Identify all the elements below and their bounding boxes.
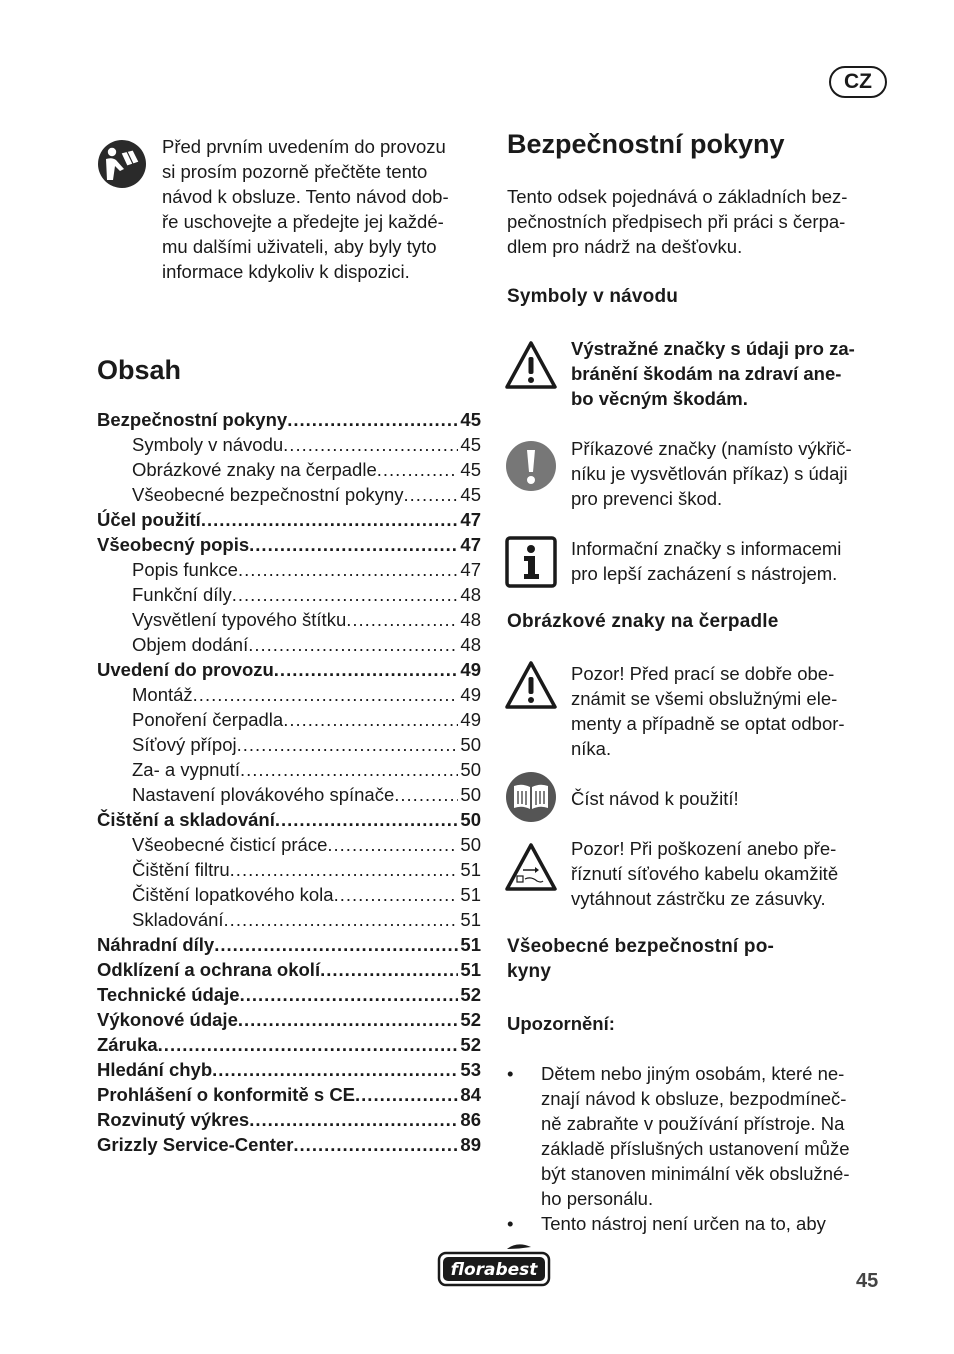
bullet-line: ně zabraňte v používání přístroje. Na (541, 1113, 845, 1134)
toc-entry-page: 49 (460, 659, 481, 680)
toc-entry-page: 50 (460, 759, 481, 780)
toc-entry-label: Všeobecný popis (97, 534, 250, 555)
info-sign-icon (505, 536, 557, 588)
toc-entry-label: Rozvinutý výkres (97, 1109, 250, 1130)
toc-dot-leader (158, 1034, 459, 1056)
intro-line: si prosím pozorně přečtěte tento (162, 161, 428, 182)
toc-entry-label: Symboly v návodu (132, 434, 284, 455)
toc-entry (97, 784, 481, 809)
toc-dot-leader (334, 884, 459, 906)
toc-dot-leader (224, 909, 459, 931)
toc-entry-label: Odklízení a ochrana okolí (97, 959, 321, 980)
toc-entry-label: Skladování (132, 909, 224, 930)
toc-entry-label: Síťový přípoj (132, 734, 237, 755)
section-intro-line: Tento odsek pojednává o základních bez- (507, 186, 848, 207)
toc-entry-page: 47 (460, 559, 481, 580)
toc-entry-page: 50 (460, 834, 481, 855)
toc-dot-leader (232, 584, 459, 606)
toc-entry (97, 684, 481, 709)
toc-dot-leader (238, 559, 458, 581)
read-manual-sign-icon (505, 771, 557, 823)
toc-entry-label: Všeobecné bezpečnostní pokyny (132, 484, 404, 505)
warning-description (571, 336, 891, 411)
toc-entry (97, 534, 481, 559)
toc-entry-page: 51 (460, 959, 481, 980)
toc-entry (97, 859, 481, 884)
general-heading-line: kyny (507, 961, 552, 982)
toc-entry-label: Prohlášení o konformitě s CE (97, 1084, 356, 1105)
info-line: pro lepší zacházení s nástrojem. (571, 563, 838, 584)
command-line: Příkazové značky (namísto výkřič- (571, 438, 852, 459)
toc-entry-label: Záruka (97, 1034, 158, 1055)
toc-dot-leader (274, 659, 459, 681)
toc-dot-leader (377, 459, 459, 481)
command-description (571, 436, 891, 511)
caution-line: menty a případně se optat odbor- (571, 713, 845, 734)
general-heading-line: Všeobecné bezpečnostní po- (507, 936, 775, 957)
toc-dot-leader (394, 784, 458, 806)
warning-triangle-icon (505, 340, 557, 392)
florabest-logo (437, 1243, 551, 1289)
toc-dot-leader (293, 1134, 458, 1156)
toc-entry (97, 1084, 481, 1109)
toc-entry-page: 49 (460, 684, 481, 705)
toc-dot-leader (283, 434, 458, 456)
toc-entry (97, 459, 481, 484)
unplug-cable-warning-icon (505, 842, 557, 894)
toc-entry-page: 47 (460, 534, 481, 555)
toc-entry (97, 984, 481, 1009)
toc-entry-label: Čištění a skladování (97, 809, 275, 830)
toc-entry-page: 45 (460, 459, 481, 480)
toc-entry-label: Všeobecné čisticí práce (132, 834, 328, 855)
toc-entry-label: Vysvětlení typového štítku (132, 609, 347, 630)
toc-entry-page: 48 (460, 584, 481, 605)
toc-entry (97, 609, 481, 634)
toc-entry-page: 53 (460, 1059, 481, 1080)
toc-entry-page: 50 (460, 809, 481, 830)
toc-entry (97, 559, 481, 584)
general-safety-heading (507, 934, 887, 984)
toc-entry-page: 45 (460, 434, 481, 455)
info-description (571, 536, 891, 586)
toc-dot-leader (240, 759, 458, 781)
section-intro-line: pečnostních předpisech při práci s čerpa- (507, 211, 846, 232)
warning-line: bo věcným škodám. (571, 388, 748, 409)
toc-entry-label: Čištění filtru (132, 859, 230, 880)
toc-entry-label: Objem dodání (132, 634, 249, 655)
bullet-mark: • (507, 1213, 514, 1234)
language-badge: CZ (829, 66, 887, 98)
intro-line: mu dalšími uživateli, aby byly tyto (162, 236, 437, 257)
toc-dot-leader (212, 1059, 458, 1081)
toc-entry (97, 409, 481, 434)
toc-entry-label: Technické údaje (97, 984, 240, 1005)
intro-line: Před prvním uvedením do provozu (162, 136, 446, 157)
intro-line: informace kdykoliv k dispozici. (162, 261, 410, 282)
toc-entry (97, 934, 481, 959)
toc-entry (97, 1134, 481, 1159)
read-manual-icon (97, 139, 147, 189)
toc-dot-leader (346, 609, 458, 631)
toc-entry-label: Nastavení plovákového spínače (132, 784, 395, 805)
toc-entry (97, 759, 481, 784)
toc-dot-leader (240, 984, 459, 1006)
toc-dot-leader (249, 534, 458, 556)
info-line: Informační značky s informacemi (571, 538, 842, 559)
command-line: níku je vysvětlován příkaz) s údaji (571, 463, 848, 484)
toc-entry-label: Výkonové údaje (97, 1009, 238, 1030)
toc-dot-leader (283, 709, 458, 731)
toc-dot-leader (230, 859, 459, 881)
toc-entry-label: Uvedení do provozu (97, 659, 274, 680)
toc-dot-leader (287, 409, 458, 431)
bullet-item (507, 1211, 892, 1236)
toc-entry (97, 909, 481, 934)
warning-line: bránění škodám na zdraví ane- (571, 363, 842, 384)
toc-entry-page: 89 (460, 1134, 481, 1155)
toc-entry (97, 809, 481, 834)
toc-entry-page: 51 (460, 909, 481, 930)
cable-line: říznutí síťového kabelu okamžitě (571, 863, 839, 884)
toc-entry-page: 51 (460, 934, 481, 955)
caution-triangle-icon (505, 660, 557, 712)
table-of-contents (97, 409, 481, 1159)
bullet-line: Tento nástroj není určen na to, aby (541, 1213, 826, 1234)
toc-entry (97, 584, 481, 609)
caution-line: známit se všemi obslužnými ele- (571, 688, 838, 709)
cable-warning-description (571, 836, 891, 911)
toc-entry (97, 834, 481, 859)
section-title: Bezpečnostní pokyny (507, 129, 785, 159)
bullet-line: základě příslušných ustanovení může (541, 1138, 850, 1159)
toc-entry-label: Účel použití (97, 509, 201, 530)
intro-line: návod k obsluze. Tento návod dob- (162, 186, 449, 207)
toc-entry-page: 52 (460, 1034, 481, 1055)
toc-dot-leader (237, 734, 459, 756)
caution-line: níka. (571, 738, 612, 759)
toc-dot-leader (193, 684, 459, 706)
toc-entry-label: Náhradní díly (97, 934, 215, 955)
toc-entry-label: Popis funkce (132, 559, 238, 580)
toc-entry-page: 50 (460, 734, 481, 755)
caution-description (571, 661, 891, 761)
toc-dot-leader (275, 809, 459, 831)
bullet-mark: • (507, 1063, 514, 1084)
toc-entry-page: 45 (460, 409, 481, 430)
cable-line: Pozor! Při poškození anebo pře- (571, 838, 837, 859)
toc-entry (97, 1034, 481, 1059)
section-intro-line: dlem pro nádrž na dešťovku. (507, 236, 743, 257)
bullet-item (507, 1061, 892, 1211)
toc-dot-leader (327, 834, 458, 856)
toc-entry (97, 484, 481, 509)
page-number: 45 (856, 1270, 879, 1292)
toc-entry-page: 52 (460, 1009, 481, 1030)
toc-entry-label: Obrázkové znaky na čerpadle (132, 459, 377, 480)
toc-entry-page: 84 (460, 1084, 481, 1105)
toc-entry (97, 1009, 481, 1034)
read-manual-description: Číst návod k použití! (571, 788, 739, 809)
toc-entry-page: 45 (460, 484, 481, 505)
toc-entry-page: 51 (460, 859, 481, 880)
warning-line: Výstražné značky s údaji pro za- (571, 338, 855, 359)
toc-entry-page: 48 (460, 634, 481, 655)
toc-title: Obsah (97, 355, 182, 385)
toc-entry-label: Za- a vypnutí (132, 759, 240, 780)
symbols-heading: Symboly v návodu (507, 286, 679, 307)
toc-dot-leader (355, 1084, 458, 1106)
toc-entry-page: 49 (460, 709, 481, 730)
toc-entry-label: Bezpečnostní pokyny (97, 409, 288, 430)
command-sign-icon (505, 440, 557, 492)
intro-line: ře uschovejte a předejte jej každé- (162, 211, 444, 232)
bullet-line: být stanoven minimální věk obslužné- (541, 1163, 850, 1184)
toc-entry (97, 659, 481, 684)
toc-entry (97, 1059, 481, 1084)
toc-dot-leader (320, 959, 458, 981)
toc-entry (97, 509, 481, 534)
toc-dot-leader (404, 484, 459, 506)
bullet-line: Dětem nebo jiným osobám, které ne- (541, 1063, 845, 1084)
pump-symbols-heading: Obrázkové znaky na čerpadle (507, 611, 779, 632)
toc-dot-leader (214, 934, 458, 956)
toc-dot-leader (201, 509, 459, 531)
toc-entry-label: Čištění lopatkového kola (132, 884, 334, 905)
toc-entry-label: Ponoření čerpadla (132, 709, 284, 730)
caution-line: Pozor! Před prací se dobře obe- (571, 663, 835, 684)
toc-entry (97, 434, 481, 459)
section-intro (507, 184, 897, 259)
toc-entry-page: 47 (460, 509, 481, 530)
brand-text: florabest (450, 1260, 538, 1280)
toc-entry (97, 1109, 481, 1134)
toc-entry-page: 48 (460, 609, 481, 630)
toc-entry-label: Hledání chyb (97, 1059, 213, 1080)
note-label: Upozornění: (507, 1013, 615, 1034)
toc-entry-page: 52 (460, 984, 481, 1005)
toc-entry-page: 86 (460, 1109, 481, 1130)
toc-dot-leader (248, 634, 458, 656)
toc-entry (97, 634, 481, 659)
toc-entry-page: 50 (460, 784, 481, 805)
toc-entry-label: Funkční díly (132, 584, 232, 605)
toc-entry (97, 709, 481, 734)
toc-dot-leader (238, 1009, 459, 1031)
toc-entry (97, 959, 481, 984)
bullet-line: ho personálu. (541, 1188, 654, 1209)
toc-dot-leader (249, 1109, 458, 1131)
command-line: pro prevenci škod. (571, 488, 723, 509)
intro-paragraph (162, 134, 482, 284)
toc-entry-label: Montáž (132, 684, 193, 705)
toc-entry (97, 734, 481, 759)
cable-line: vytáhnout zástrčku ze zásuvky. (571, 888, 826, 909)
toc-entry-label: Grizzly Service-Center (97, 1134, 294, 1155)
toc-entry-page: 51 (460, 884, 481, 905)
bullet-line: znají návod k obsluze, bezpodmíneč- (541, 1088, 847, 1109)
toc-entry (97, 884, 481, 909)
